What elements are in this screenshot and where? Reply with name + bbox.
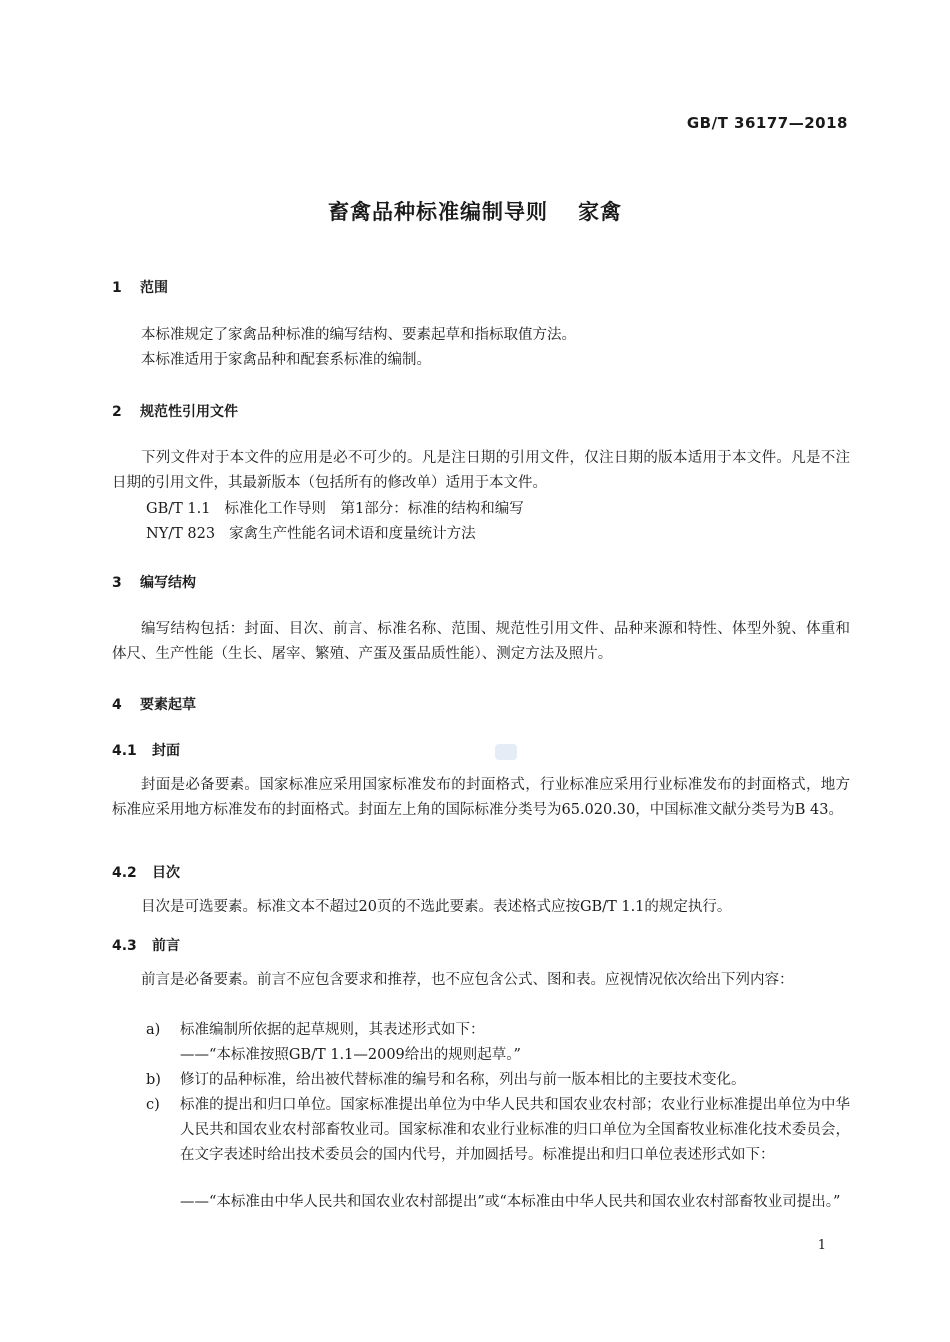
list-item-b xyxy=(146,1068,850,1093)
section-number: 4.2 xyxy=(112,865,137,881)
section-title: 范围 xyxy=(140,280,168,296)
reference-code: NY/T 823 xyxy=(146,526,216,542)
list-label: a) xyxy=(146,1022,161,1038)
title-sub: 家禽 xyxy=(578,200,622,224)
title-main: 畜禽品种标准编制导则 xyxy=(328,200,548,224)
paragraph: 目次是可选要素。标准文本不超过20页的不选此要素。表述格式应按GB/T 1.1的规定执行。 xyxy=(141,899,732,915)
standard-number: GB/T 36177—2018 xyxy=(686,114,848,132)
section-number: 4.1 xyxy=(112,743,137,759)
section-title: 封面 xyxy=(152,743,180,759)
section-4-1-heading xyxy=(112,740,180,760)
section-2-heading xyxy=(112,401,238,421)
section-number: 4.3 xyxy=(112,938,137,954)
normative-reference xyxy=(146,497,524,518)
section-4-heading xyxy=(112,694,196,714)
page-number: 1 xyxy=(817,1238,826,1253)
reference-code: GB/T 1.1 xyxy=(146,501,211,517)
list-text: 标准编制所依据的起草规则，其表述形式如下： xyxy=(180,1022,485,1038)
paragraph: 下列文件对于本文件的应用是必不可少的。凡是注日期的引用文件，仅注日期的版本适用于本文件。凡是不注日期的引用文件，其最新版本（包括所有的修改单）适用于本文件。 xyxy=(112,450,850,491)
list-text: 标准的提出和归口单位。国家标准提出单位为中华人民共和国农业农村部；农业行业标准提出单位为中华人民共和国农业农村部畜牧业司。国家标准和农业行业标准的归口单位为全国畜牧业标准化技术委员会，在文字表述时给出技术委员会的国内代号，并加圆括号。标准提出和归口单位表述形式如下： xyxy=(180,1097,850,1163)
normative-reference xyxy=(146,522,476,543)
dash-item xyxy=(180,1190,850,1215)
paragraph: 编写结构包括：封面、目次、前言、标准名称、范围、规范性引用文件、品种来源和特性、体型外貌、体重和体尺、生产性能（生长、屠宰、繁殖、产蛋及蛋品质性能）、测定方法及照片。 xyxy=(112,621,850,662)
list-item-a xyxy=(146,1018,850,1043)
paragraph: 前言是必备要素。前言不应包含要求和推荐，也不应包含公式、图和表。应视情况依次给出下列内容： xyxy=(141,972,794,988)
section-number: 2 xyxy=(112,404,122,420)
paragraph: 封面是必备要素。国家标准应采用国家标准发布的封面格式，行业标准应采用行业标准发布的封面格式，地方标准应采用地方标准发布的封面格式。封面左上角的国际标准分类号为65.020.30，中国标准文献分类号为B 43。 xyxy=(112,777,850,818)
list-text: 修订的品种标准，给出被代替标准的编号和名称，列出与前一版本相比的主要技术变化。 xyxy=(180,1072,746,1088)
section-title: 编写结构 xyxy=(140,575,196,591)
section-title: 目次 xyxy=(152,865,180,881)
section-1-heading xyxy=(112,277,168,297)
section-3-heading xyxy=(112,572,196,592)
section-number: 1 xyxy=(112,280,122,296)
page-title xyxy=(0,196,950,226)
reference-title: 标准化工作导则 第1部分：标准的结构和编写 xyxy=(224,501,524,517)
list-label: b) xyxy=(146,1072,161,1088)
dash-text: ——“本标准按照GB/T 1.1—2009给出的规则起草。” xyxy=(180,1047,521,1063)
section-title: 要素起草 xyxy=(140,697,196,713)
reference-title: 家禽生产性能名词术语和度量统计方法 xyxy=(229,526,476,542)
section-number: 3 xyxy=(112,575,122,591)
list-label: c) xyxy=(146,1097,160,1113)
section-4-2-heading xyxy=(112,862,180,882)
dash-text: ——“本标准由中华人民共和国农业农村部提出”或“本标准由中华人民共和国农业农村部畜牧业司提出。” xyxy=(180,1194,841,1210)
paragraph: 本标准适用于家禽品种和配套系标准的编制。 xyxy=(141,352,431,368)
list-item-c xyxy=(146,1093,850,1168)
paragraph: 本标准规定了家禽品种标准的编写结构、要素起草和指标取值方法。 xyxy=(141,327,576,343)
section-4-3-heading xyxy=(112,935,180,955)
section-title: 前言 xyxy=(152,938,180,954)
watermark-icon xyxy=(494,742,518,762)
section-number: 4 xyxy=(112,697,122,713)
dash-item xyxy=(180,1043,850,1068)
section-title: 规范性引用文件 xyxy=(140,404,238,420)
